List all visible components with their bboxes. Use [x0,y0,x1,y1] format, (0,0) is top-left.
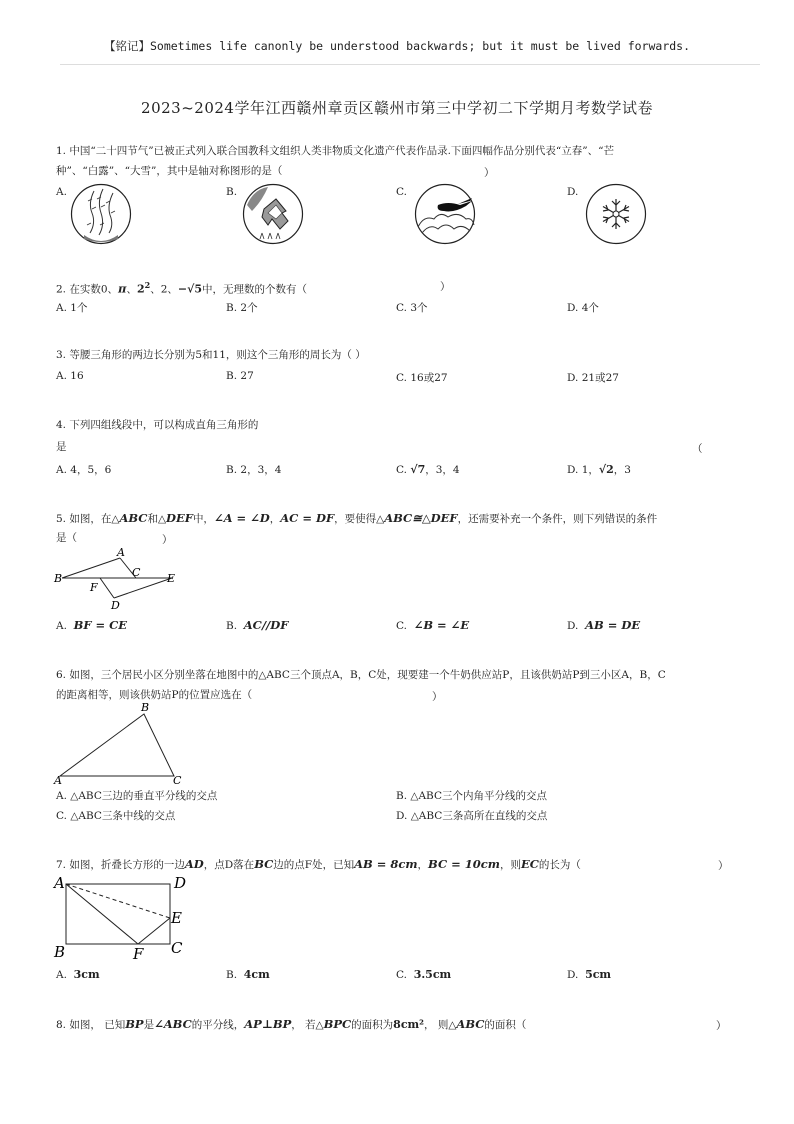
q1-option-d-label[interactable]: D. [567,186,579,198]
q5-stem-line2: 是（ [56,532,77,544]
q4-option-b[interactable]: B. 2，3，4 [226,464,282,476]
q3-option-b[interactable]: B. 27 [226,370,254,382]
q5-option-d-prefix: D. [567,620,579,632]
q8-abc: ABC [456,1017,485,1031]
q5-option-c[interactable] [396,618,469,632]
q5-text-4: ， [269,513,281,525]
q7-option-c[interactable] [396,968,451,981]
q4-option-d-suffix: ，3 [613,464,631,476]
q1-stem-line2: 种”、“白露”、“大雪”，其中是轴对称图形的是（ [56,165,283,177]
q7-figure [54,874,194,964]
q2-suffix: 中，无理数的个数有（ [202,283,307,296]
q5-text-5: ，要使得△ [334,513,385,525]
q2-prefix: 2. 在实数0、 [56,283,119,296]
q7-ad: AD [184,857,204,871]
q2-option-b[interactable]: B. 2个 [226,302,258,314]
q2-sep1: 、 [126,283,137,296]
q2-answer-paren: ） [440,281,451,293]
q5-option-c-value: ∠B = ∠E [413,618,470,632]
q2-sep2: 、2、 [150,283,178,296]
q5-option-b-value: AC//DF [243,618,289,632]
q6-fig-label-c: C [173,774,182,787]
q8-text-3: 的平分线， [191,1019,245,1031]
q8-perpendicular: AP⊥BP [244,1017,292,1031]
q7-text-6: 的长为（ [538,859,581,871]
q5-angle-condition: ∠A = ∠D [213,511,270,525]
q6-option-a[interactable]: A. △ABC三边的垂直平分线的交点 [56,790,218,802]
q1-answer-paren: ） [484,167,495,179]
q4-answer-paren: （ [692,443,703,455]
q7-ec: EC [520,857,539,871]
q4-stem-line2: 是 [56,441,67,453]
q7-fig-label-d: D [174,874,187,892]
q4-option-d-prefix: D. 1， [567,464,599,476]
q5-option-c-prefix: C. [396,620,407,632]
q5-congruence: ABC≅△DEF [384,511,458,525]
q7-text-2: ，点D落在 [203,859,255,871]
q7-option-d[interactable] [567,968,611,981]
q6-option-c[interactable]: C. △ABC三条中线的交点 [56,810,176,822]
q5-option-a[interactable] [56,618,127,632]
q3-option-c[interactable]: C. 16或27 [396,372,448,384]
q7-fig-label-c: C [171,939,183,957]
q8-answer-paren: ） [716,1020,727,1032]
q7-option-c-prefix: C. [396,969,407,981]
q2-option-a[interactable]: A. 1个 [56,302,88,314]
q7-text-4: ， [417,859,429,871]
q8-bpc: BPC [323,1017,352,1031]
q7-bc-length: BC = 10cm [428,857,500,871]
q5-text-6: ，还需要补充一个条件，则下列错误的条件 [457,513,658,525]
q7-option-d-prefix: D. [567,969,579,981]
q7-option-b-prefix: B. [226,969,238,981]
q3-stem: 3. 等腰三角形的两边长分别为5和11，则这个三角形的周长为（ ） [56,349,366,361]
q7-fig-label-a: A [54,874,65,892]
q6-option-b[interactable]: B. △ABC三个内角平分线的交点 [396,790,547,802]
q5-fig-label-b: B [54,572,63,585]
q8-text-5: 的面积为 [351,1019,394,1031]
q4-option-c-suffix: ，3，4 [425,464,460,476]
q4-option-c-root: √7 [410,463,426,476]
q7-fig-label-f: F [133,945,144,963]
q1-option-a-label[interactable]: A. [56,186,67,198]
q4-option-a[interactable]: A. 4，5，6 [56,464,112,476]
q8-text-4: ， 若△ [291,1019,324,1031]
q6-answer-paren: ） [432,691,443,703]
q8-angle: ∠ABC [154,1017,192,1031]
q5-text-2: 和△ [147,513,167,525]
bailu-image[interactable] [414,183,476,245]
q7-stem [56,853,581,876]
q6-figure [54,702,184,786]
q7-option-d-value: 5cm [585,968,612,981]
q7-fig-label-b: B [54,943,66,961]
q6-stem-line1: 6. 如图，三个居民小区分别坐落在地图中的△ABC三个顶点A，B，C处，现要建一个牛奶供应站P，且该供奶站P到三小区A，B，C [56,669,666,681]
q4-option-d[interactable] [567,462,631,477]
q2-power-base: 2 [136,282,145,296]
q6-option-d[interactable]: D. △ABC三条高所在直线的交点 [396,810,548,822]
q5-fig-label-f: F [90,581,98,594]
q8-stem [56,1013,526,1036]
q2-option-d[interactable]: D. 4个 [567,302,599,314]
q7-bc: BC [254,857,274,871]
q2-stem [56,274,307,301]
q5-fig-label-d: D [111,599,120,612]
q6-fig-label-b: B [141,701,150,714]
q2-pi: π [118,281,127,296]
q1-stem-line1: 1. 中国“二十四节气”已被正式列入联合国教科文组织人类非物质文化遗产代表作品录.下面四幅作品分别代表“立春”、“芒 [56,145,615,157]
q5-stem-line1 [56,507,657,530]
header-divider [60,64,760,65]
q2-neg-root: −√5 [177,282,202,296]
q5-figure [54,548,184,612]
q5-option-d-value: AB = DE [585,618,641,632]
q4-stem-line1: 4. 下列四组线段中，可以构成直角三角形的 [56,419,259,431]
q8-text-2: 是 [143,1019,155,1031]
q7-fig-label-e: E [171,909,182,927]
q8-text-7: 的面积（ [484,1019,527,1031]
q6-fig-label-a: A [54,774,62,787]
q8-text-1: 8. 如图， 已知 [56,1019,126,1031]
q5-text-1: 5. 如图，在△ [56,513,120,525]
q7-option-b-value: 4cm [243,968,270,981]
q5-option-b-prefix: B. [226,620,238,632]
q6-stem-line2: 的距离相等，则该供奶站P的位置应选在（ [56,689,253,701]
q1-option-c-label[interactable]: C. [396,186,407,198]
q7-ab-length: AB = 8cm [354,857,418,871]
q4-option-c[interactable] [396,462,460,477]
q1-option-b-label[interactable]: B. [226,186,238,198]
q5-fig-label-a: A [117,546,125,559]
mangzhong-image[interactable] [242,183,304,245]
q5-side-condition: AC = DF [280,511,335,525]
motto-banner: 【铭记】Sometimes life canonly be understood backwards; but it must be lived forwards. [103,39,691,53]
q5-def: DEF [166,511,193,525]
q7-option-b[interactable] [226,968,270,981]
q8-text-6: ， 则△ [423,1019,457,1031]
q5-option-a-value: BF = CE [73,618,128,632]
q7-option-a-prefix: A. [56,969,67,981]
q4-option-c-prefix: C. [396,464,407,476]
q7-option-c-value: 3.5cm [413,968,452,981]
q5-answer-paren: ） [162,534,173,546]
q8-bp: BP [125,1017,144,1031]
lichun-image[interactable] [70,183,132,245]
q7-text-5: ，则 [499,859,521,871]
q5-option-a-prefix: A. [56,620,67,632]
q7-option-a-value: 3cm [73,968,100,981]
q7-text-3: 边的点F处，已知 [273,859,355,871]
q5-fig-label-c: C [132,566,141,579]
q5-fig-label-e: E [167,572,176,585]
q4-option-d-root: √2 [598,463,614,476]
q8-area: 8cm² [393,1018,424,1031]
q5-abc: ABC [119,511,148,525]
q5-option-d[interactable] [567,618,640,632]
q3-option-a[interactable]: A. 16 [56,370,84,382]
q3-option-d[interactable]: D. 21或27 [567,372,619,384]
daxue-image[interactable] [585,183,647,245]
q2-option-c[interactable]: C. 3个 [396,302,428,314]
q5-option-b[interactable] [226,618,288,632]
q7-answer-paren: ） [718,860,729,872]
q5-text-3: 中， [192,513,214,525]
q7-option-a[interactable] [56,968,100,981]
exam-title: 2023~2024学年江西赣州章贡区赣州市第三中学初二下学期月考数学试卷 [141,99,653,117]
q2-power-exp: 2 [144,280,151,290]
q7-text-1: 7. 如图，折叠长方形的一边 [56,859,185,871]
